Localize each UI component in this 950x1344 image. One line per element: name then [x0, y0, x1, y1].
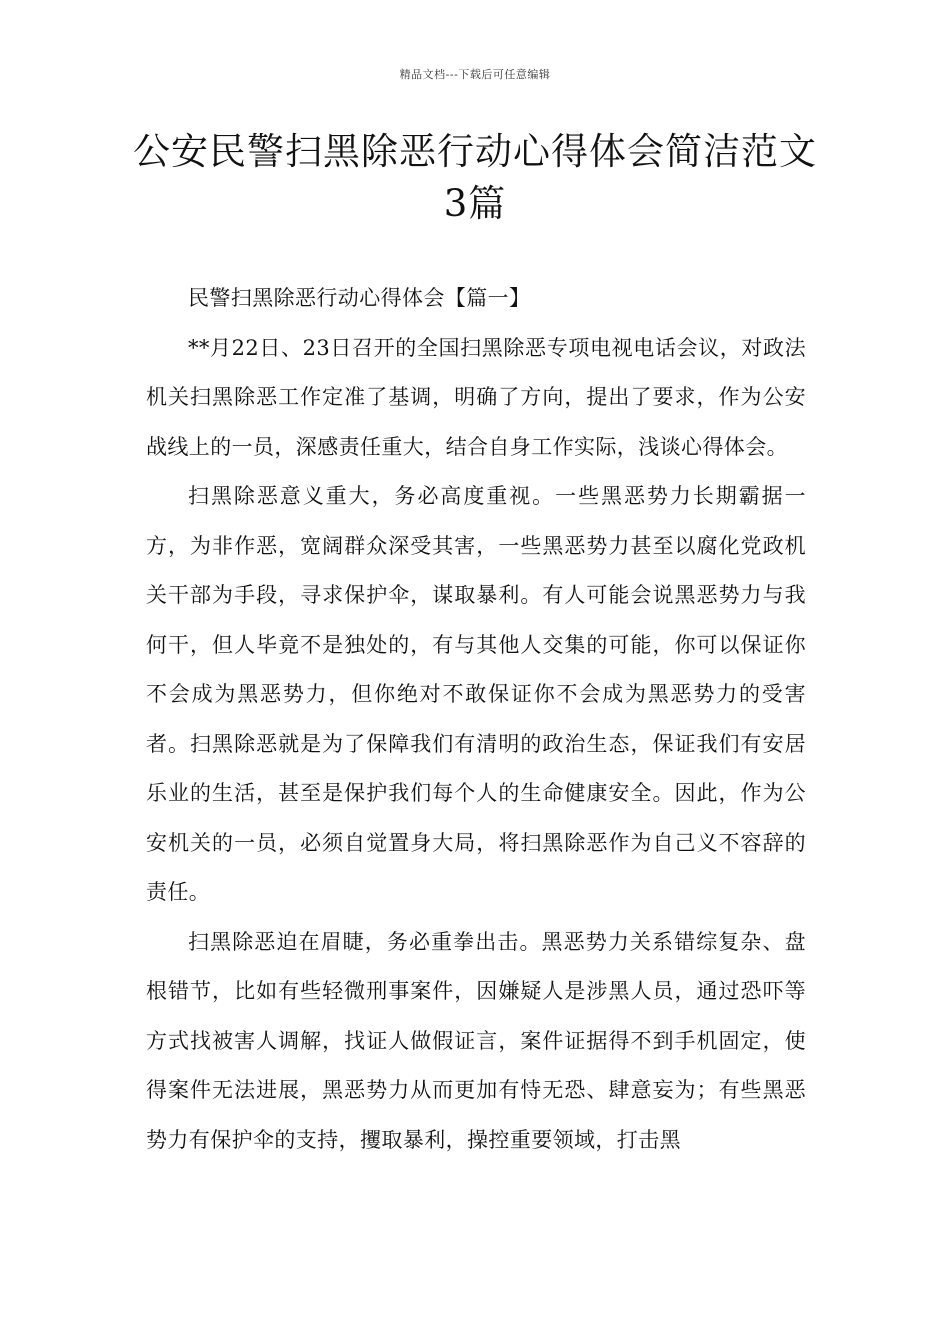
header-note: 精品文档---下载后可任意编辑 — [399, 68, 551, 81]
paragraph-2: 扫黑除恶意义重大，务必高度重视。一些黑恶势力长期霸据一方，为非作恶，宽阔群众深受其害，一些黑恶势力甚至以腐化党政机关干部为手段，寻求保护伞，谋取暴利。有人可能会说黑恶势力与我何干，但人毕竟不是独处的，有与其他人交集的可能，你可以保证你不会成为黑恶势力，但你绝对不敢保证你不会成为黑恶势力的受害者。扫黑除恶就是为了保障我们有清明的政治生态，保证我们有安居乐业的生活，甚至是保护我们每个人的生命健康安全。因此，作为公安机关的一员，必须自觉置身大局，将扫黑除恶作为自己义不容辞的责任。 — [146, 484, 806, 904]
document-body — [146, 274, 806, 1165]
document-title: 公安民警扫黑除恶行动心得体会简洁范文3篇 — [133, 130, 817, 225]
paragraph-1: **月22日、23日召开的全国扫黑除恶专项电视电话会议，对政法机关扫黑除恶工作定准了基调，明确了方向，提出了要求，作为公安战线上的一员，深感责任重大，结合自身工作实际，浅谈心得体会。 — [146, 335, 806, 459]
section-heading: 民警扫黑除恶行动心得体会【篇一】 — [188, 286, 531, 310]
paragraph-3: 扫黑除恶迫在眉睫，务必重拳出击。黑恶势力关系错综复杂、盘根错节，比如有些轻微刑事案件，因嫌疑人是涉黑人员，通过恐吓等方式找被害人调解，找证人做假证言，案件证据得不到手机固定，使得案件无法进展，黑恶势力从而更加有恃无恐、肆意妄为；有些黑恶势力有保护伞的支持，攫取暴利，操控重要领域，打击黑 — [146, 929, 806, 1152]
